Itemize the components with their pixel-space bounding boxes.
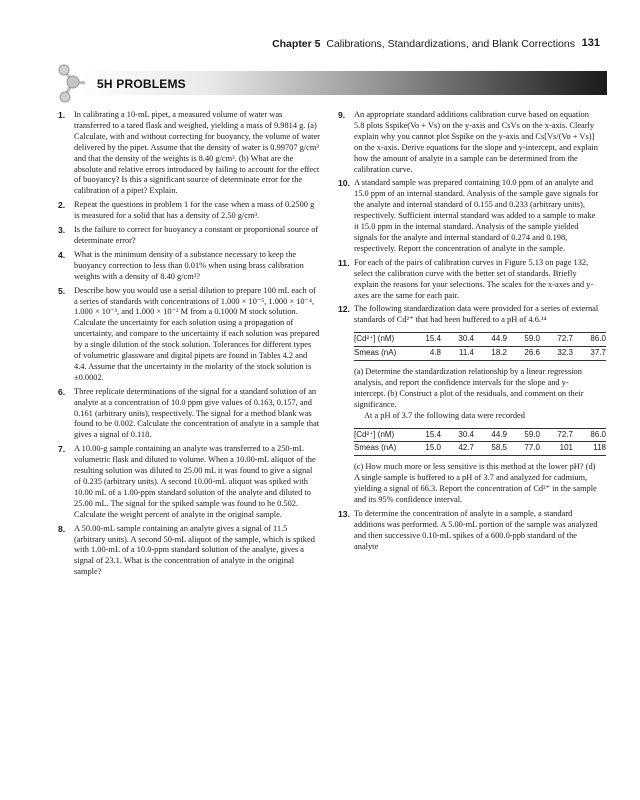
problem-number: 10. — [338, 178, 350, 189]
problem-text: An appropriate standard additions calibration curve based on equation 5.8 plots Sspike(Vo + Vs) on the y-axis and CsVs on the x-axis. Clearly explain why you cannot plot Sspike on the y-axis and Cs[Vs/(Vo + Vs)] on the x-axis. Derive equations for the slope and y-intercept, and explain how the amount of analyte in a sample can be determined from the calibration curve. — [354, 110, 598, 174]
chapter-label: Chapter — [272, 38, 312, 50]
table-cell: 37.7 — [573, 347, 606, 361]
table-cell: 101 — [540, 442, 573, 456]
table-cell: 4.8 — [408, 347, 441, 361]
table-cell: 26.6 — [507, 347, 540, 361]
problem-text: A standard sample was prepared containing 10.0 ppm of an analyte and 15.0 ppm of an internal standard. Analysis of the sample gave signals for the analyte and internal standard of 0.155 and 0.233 (arbitrary units), respectively. Sufficient internal standard was added to a sample to make it 15.0 ppm in the internal standard. Analysis of the sample yielded signals for the analyte and internal standard of 0.274 and 0.198, respectively. Report the concentration of analyte in the sample. — [354, 178, 599, 253]
problem-number: 2. — [58, 200, 66, 211]
problem-7 — [58, 444, 320, 520]
problem-10 — [338, 178, 600, 254]
table-cell: 72.7 — [540, 428, 573, 442]
section-banner — [55, 68, 607, 100]
problem-number: 3. — [58, 225, 66, 236]
table-cell: 59.0 — [507, 333, 540, 347]
problem-6 — [58, 387, 320, 442]
table-cell: 15.4 — [408, 428, 441, 442]
section-title: 5H PROBLEMS — [97, 77, 186, 91]
problem-text: Is the failure to correct for buoyancy a constant or proportional source of determinate error? — [74, 225, 319, 245]
table-row — [354, 347, 606, 361]
table-cell: 44.9 — [474, 428, 507, 442]
problem-number: 8. — [58, 523, 66, 534]
row-label: [Cd²⁺] (nM) — [354, 428, 408, 442]
problem-number: 13. — [338, 509, 350, 519]
table-row — [354, 333, 606, 347]
problem-number: 7. — [58, 444, 66, 455]
table-cell: 59.0 — [507, 428, 540, 442]
problem-text: What is the minimum density of a substance necessary to keep the buoyancy correction to less than 0.01% when using brass calibration weights with a density of 8.40 g/cm³? — [74, 249, 304, 281]
table-cell: 118 — [573, 442, 606, 456]
row-label: Smeas (nA) — [354, 347, 408, 361]
molecule-icon — [55, 60, 89, 106]
problem-1 — [58, 110, 320, 197]
problem-2 — [58, 200, 320, 222]
table-cell: 15.4 — [408, 333, 441, 347]
problem-parts-ab: (a) Determine the standardization relationship by a linear regression analysis, and report the confidence intervals for the slope and y-intercept. (b) Construct a plot of the residuals, and comment on their significance. — [354, 367, 584, 409]
table-cell: 11.4 — [441, 347, 474, 361]
problem-5 — [58, 286, 320, 384]
table-cell: 58.5 — [474, 442, 507, 456]
problem-text: Three replicate determinations of the signal for a standard solution of an analyte at a concentration of 10.0 ppm give values of 0.163, 0.157, and 0.161 (arbitrary units), respectively. The signal for a method blank was found to be 0.002. Calculate the concentration of analyte in a sample that gives a signal of 0.118. — [74, 386, 320, 440]
table-cell: 32.3 — [540, 347, 573, 361]
table-cell: 72.7 — [540, 333, 573, 347]
problem-mid-text: At a pH of 3.7 the following data were recorded — [364, 410, 525, 420]
problem-number: 1. — [58, 110, 66, 120]
problem-parts-cd: (c) How much more or less sensitive is this method at the lower pH? (d) A single sample is buffered to a pH of 3.7 and analyzed for cadmium, yielding a signal of 66.3. Report the concentration of Cd²⁺ in the sample and its 95% confidence interval. — [354, 462, 597, 505]
table-cell: 86.0 — [573, 428, 606, 442]
problem-9 — [338, 110, 600, 175]
chapter-heading — [272, 38, 575, 50]
table-cell: 77.0 — [507, 442, 540, 456]
table-cell: 42.7 — [441, 442, 474, 456]
row-label: [Cd²⁺] (nM) — [354, 333, 408, 347]
problem-3 — [58, 225, 320, 247]
chapter-number: 5 — [314, 38, 321, 50]
problem-text: Describe how you would use a serial dilution to prepare 100 mL each of a series of standards with concentrations of 1.000 × 10⁻⁵, 1.000 × 10⁻⁴, 1.000 × 10⁻³, and 1.000 × 10⁻² M from a 0.1000 M stock solution. Calculate the uncertainty for each solution using a propagation of uncertainty, and compare to the uncertainty if each solution was prepared by a single dilution of the stock solution. Tolerances for different types of volumetric glassware and digital pipets are found in Tables 4.2 and 4.4. Assume that the uncertainty in the molarity of the stock solution is ±0.0002. — [74, 285, 320, 382]
problem-text: For each of the pairs of calibration curves in Figure 5.13 on page 132, select the calibration curve with the better set of standards. Briefly explain the reasons for your selections. The scales for the x-axes and y-axes are the same for each pair. — [354, 257, 594, 300]
row-label: Smeas (nA) — [354, 442, 408, 456]
table-row — [354, 428, 606, 442]
data-table-ph46 — [354, 332, 606, 361]
problem-text: To determine the concentration of analyte in a sample, a standard additions was performed. A 5.00-mL portion of the sample was analyzed and then successive 0.10-mL spikes of a 600.0-ppb standard of the analyte — [354, 509, 598, 551]
table-cell: 30.4 — [441, 428, 474, 442]
left-column — [58, 110, 320, 581]
problem-number: 11. — [338, 257, 350, 268]
problem-text: In calibrating a 10-mL pipet, a measured volume of water was transferred to a tared flask and weighed, yielding a mass of 9.9814 g. (a) Calculate, with and without correcting for buoyancy, the volume of water delivered by the pipet. Assume that the density of water is 0.99707 g/cm³ and that the density of the weights is 8.40 g/cm³. (b) What are the absolute and relative errors introduced by failing to account for the effect of buoyancy? Is this a significant source of determinate error for the calibration of a pipet? Explain. — [74, 110, 320, 196]
problem-number: 6. — [58, 386, 66, 397]
chapter-title: Calibrations, Standardizations, and Blank Corrections — [326, 38, 575, 50]
problem-text: Repeat the questions in problem 1 for the case when a mass of 0.2500 g is measured for a solid that has a density of 2.50 g/cm³. — [74, 200, 315, 221]
problem-intro: The following standardization data were provided for a series of external standards of Cd²⁺ that had been buffered to a pH of 4.6.¹⁴ — [354, 304, 599, 325]
table-row — [354, 442, 606, 456]
problem-number: 4. — [58, 249, 66, 260]
problem-text: A 10.00-g sample containing an analyte was transferred to a 250-mL volumetric flask and diluted to volume. When a 10.00-mL aliquot of the resulting solution was diluted to 25.00 mL it was found to give a signal of 0.235 (arbitrary units). A second 10.00-mL aliquot was spiked with 10.00 mL of a 1.00-ppm standard solution of the analyte and diluted to 25.00 mL. The signal for the spiked sample was found to be 0.502. Calculate the weight percent of analyte in the original sample. — [74, 444, 316, 519]
data-table-ph37 — [354, 428, 606, 457]
problem-number: 12. — [338, 304, 350, 315]
problem-11 — [338, 258, 600, 302]
table-cell: 15.0 — [408, 442, 441, 456]
table-cell: 30.4 — [441, 333, 474, 347]
problem-13 — [338, 509, 600, 553]
problem-number: 9. — [338, 110, 346, 120]
problem-4 — [58, 250, 320, 283]
right-column — [338, 110, 606, 556]
problem-number: 5. — [58, 285, 66, 296]
table-cell: 44.9 — [474, 333, 507, 347]
running-header — [0, 38, 640, 52]
problem-12 — [338, 304, 606, 506]
problem-text: A 50.00-mL sample containing an analyte gives a signal of 11.5 (arbitrary units). A second 50-mL aliquot of the sample, which is spiked with 1.00-mL of a 10.0-ppm standard solution of the analyte, gives a signal of 23.1. What is the concentration of analyte in the original sample? — [74, 523, 315, 577]
table-cell: 86.0 — [573, 333, 606, 347]
page-number: 131 — [581, 37, 600, 49]
table-cell: 18.2 — [474, 347, 507, 361]
problem-8 — [58, 524, 320, 579]
